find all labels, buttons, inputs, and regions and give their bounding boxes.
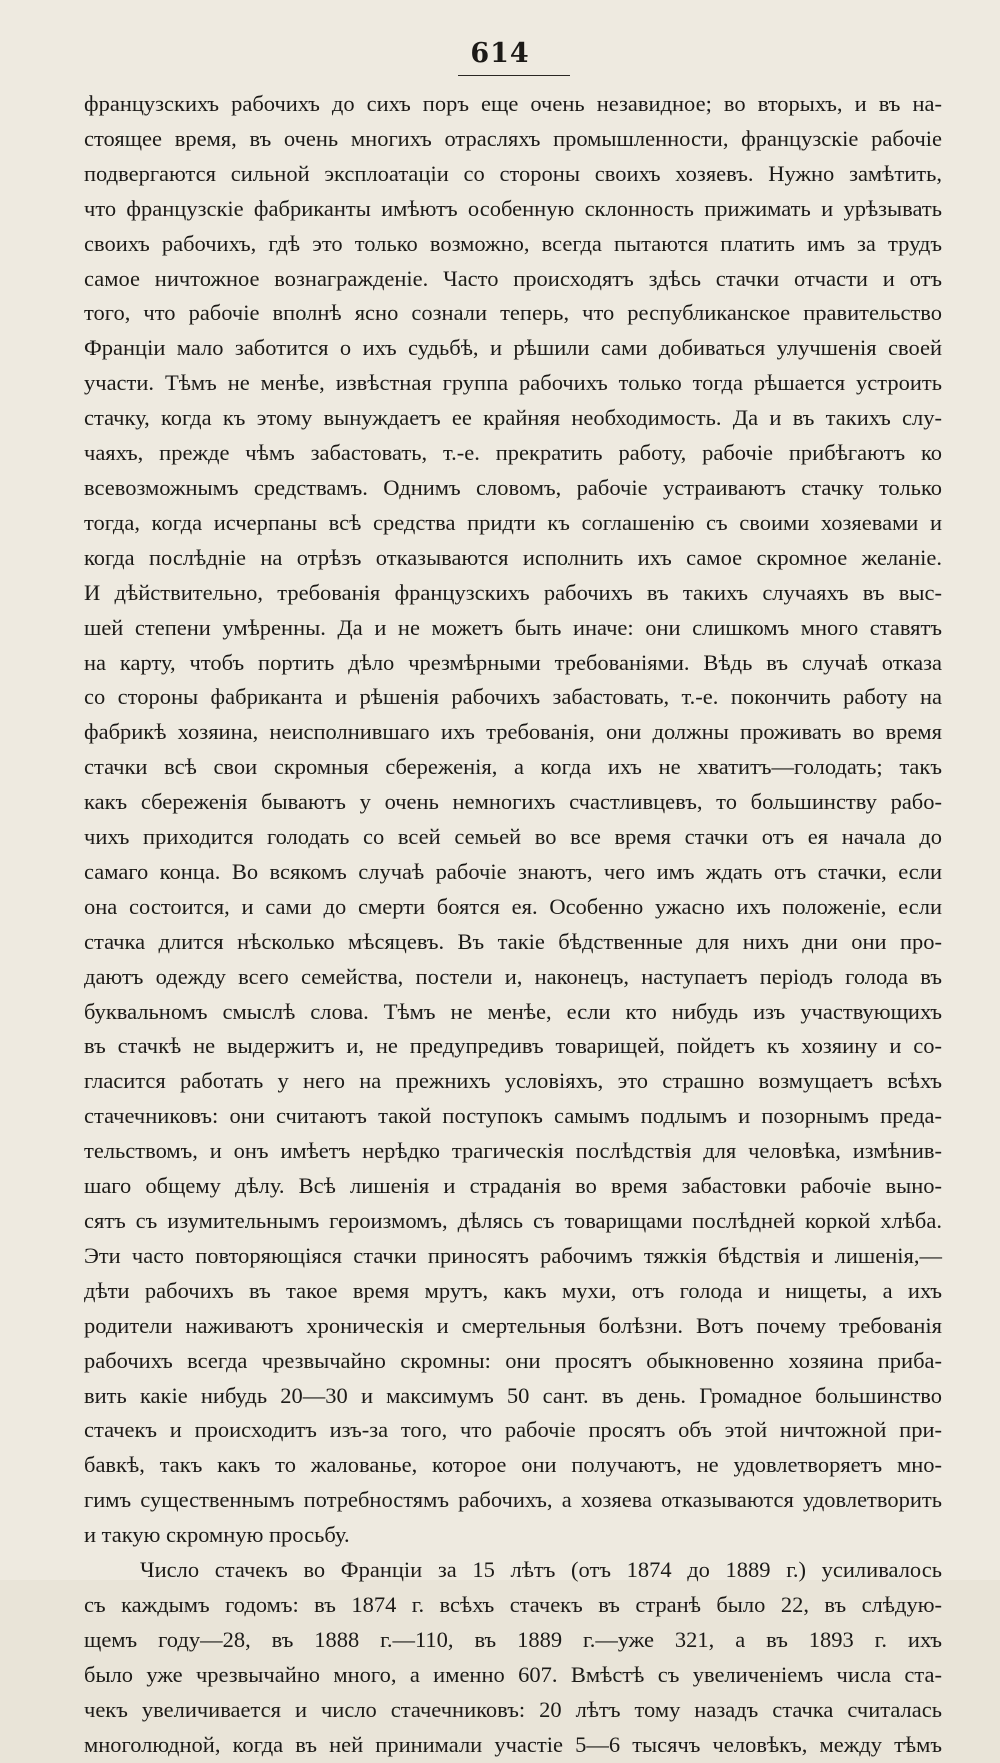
text-line: шаго общему дѣлу. Всѣ лишенія и страданія во время забастовки рабочіе выно-: [84, 1173, 942, 1199]
text-line: сятъ съ изумительнымъ героизмомъ, дѣлясь съ товарищами послѣдней коркой хлѣба.: [84, 1208, 942, 1233]
text-line: когда послѣдніе на отрѣзъ отказываются исполнить ихъ самое скромное желаніе.: [84, 544, 942, 570]
text-line: было уже чрезвычайно много, а именно 607. Вмѣстѣ съ увеличеніемъ числа ста-: [84, 1661, 942, 1687]
page-number: 614: [470, 38, 530, 69]
text-line: всевозможнымъ средствамъ. Однимъ словомъ, рабочіе устраиваютъ стачку только: [84, 474, 942, 500]
text-line: самое ничтожное вознагражденіе. Часто происходятъ здѣсь стачки отчасти и отъ: [84, 265, 942, 291]
text-line: стачекъ и происходитъ изъ-за того, что рабочіе просятъ объ этой ничтожной при-: [84, 1417, 942, 1443]
text-line: чекъ увеличивается и число стачечниковъ: 20 лѣтъ тому назадъ стачка считалась: [84, 1696, 942, 1722]
text-line: стачка длится нѣсколько мѣсяцевъ. Въ такіе бѣдственные для нихъ дни они про-: [84, 928, 942, 954]
text-line: И дѣйствительно, требованія французскихъ рабочихъ въ такихъ случаяхъ въ выс-: [84, 579, 942, 605]
text-line: тогда, когда исчерпаны всѣ средства придти къ соглашенію съ своими хозяевами и: [84, 509, 942, 535]
text-line: что французскіе фабриканты имѣютъ особенную склонность прижимать и урѣзывать: [84, 195, 942, 221]
text-line: со стороны фабриканта и рѣшенія рабочихъ забастовать, т.-е. покончить работу на: [84, 684, 942, 710]
text-line: буквальномъ смыслѣ слова. Тѣмъ не менѣе, если кто нибудь изъ участвующихъ: [84, 998, 942, 1024]
text-line: дѣти рабочихъ въ такое время мрутъ, какъ мухи, отъ голода и нищеты, а ихъ: [84, 1277, 942, 1303]
text-line: шей степени умѣренны. Да и не можетъ быть иначе: они слишкомъ много ставятъ: [84, 614, 942, 640]
text-line: рабочихъ всегда чрезвычайно скромны: они просятъ обыкновенно хозяина приба-: [84, 1347, 942, 1373]
text-line: бавкѣ, такъ какъ то жалованье, которое они получаютъ, не удовлетворяетъ мно-: [84, 1452, 942, 1478]
paragraph-2: [84, 1553, 942, 1762]
text-line: стачечниковъ: они считаютъ такой поступокъ самымъ подлымъ и позорнымъ преда-: [84, 1103, 942, 1129]
text-line: французскихъ рабочихъ до сихъ поръ еще очень незавидное; во вторыхъ, и въ на-: [84, 91, 942, 116]
text-line: съ каждымъ годомъ: въ 1874 г. всѣхъ стачекъ въ странѣ было 22, въ слѣдую-: [84, 1591, 942, 1617]
text-line: въ стачкѣ не выдержитъ и, не предупредивъ товарищей, пойдетъ къ хозяину и со-: [84, 1033, 942, 1059]
text-line: стачку, когда къ этому вынуждаетъ ее крайняя необходимость. Да и въ такихъ слу-: [84, 405, 942, 431]
text-line: самаго конца. Во всякомъ случаѣ рабочіе знаютъ, чего имъ ждать отъ стачки, если: [84, 858, 942, 884]
text-line: стачки всѣ свои скромныя сбереженія, а когда ихъ не хватитъ—голодать; такъ: [84, 754, 942, 780]
text-line: фабрикѣ хозяина, неисполнившаго ихъ требованія, они должны проживать во время: [84, 719, 942, 745]
text-line: участи. Тѣмъ не менѣе, извѣстная группа рабочихъ только тогда рѣшается устроить: [84, 370, 942, 396]
text-line: и такую скромную просьбу.: [84, 1522, 350, 1548]
text-line: Эти часто повторяющіяся стачки приносятъ рабочимъ тяжкія бѣдствія и лишенія,—: [84, 1242, 942, 1268]
text-line: Франціи мало заботится о ихъ судьбѣ, и рѣшили сами добиваться улучшенія своей: [84, 335, 942, 361]
text-line: чаяхъ, прежде чѣмъ забастовать, т.-е. прекратить работу, рабочіе прибѣгаютъ ко: [84, 440, 942, 466]
page-number-rule: [458, 75, 570, 76]
text-line: того, что рабочіе вполнѣ ясно сознали теперь, что республиканское правительство: [84, 300, 942, 326]
text-line: вить какіе нибудь 20—30 и максимумъ 50 сант. въ день. Громадное большинство: [84, 1382, 942, 1408]
text-line: какъ сбереженія бываютъ у очень немногихъ счастливцевъ, то большинству рабо-: [84, 789, 942, 815]
text-line: тельствомъ, и онъ имѣетъ нерѣдко трагическія послѣдствія для человѣка, измѣнив-: [84, 1138, 942, 1164]
text-line: гласится работать у него на прежнихъ условіяхъ, это страшно возмущаетъ всѣхъ: [84, 1068, 942, 1094]
text-line: многолюдной, когда въ ней принимали участіе 5—6 тысячъ человѣкъ, между тѣмъ: [84, 1731, 942, 1757]
text-line: Число стачекъ во Франціи за 15 лѣтъ (отъ 1874 до 1889 г.) усиливалось: [140, 1557, 942, 1583]
text-line: на карту, чтобъ портить дѣло чрезмѣрными требованіями. Вѣдь въ случаѣ отказа: [84, 649, 942, 675]
text-line: чихъ приходится голодать со всей семьей во все время стачки отъ ея начала до: [84, 824, 942, 850]
text-line: щемъ году—28, въ 1888 г.—110, въ 1889 г.—уже 321, а въ 1893 г. ихъ: [84, 1626, 942, 1652]
text-line: стоящее время, въ очень многихъ отрасляхъ промышленности, французскіе рабочіе: [84, 125, 942, 151]
text-line: она состоится, и сами до смерти боятся ея. Особенно ужасно ихъ положеніе, если: [84, 893, 942, 919]
text-line: родители наживаютъ хроническія и смертельныя болѣзни. Вотъ почему требованія: [84, 1312, 942, 1338]
paragraph-1: [84, 87, 942, 1553]
text-line: даютъ одежду всего семейства, постели и, наконецъ, наступаетъ періодъ голода въ: [84, 963, 942, 989]
text-line: подвергаются сильной эксплоатаціи со стороны своихъ хозяевъ. Нужно замѣтить,: [84, 160, 942, 186]
text-line: своихъ рабочихъ, гдѣ это только возможно, всегда пытаются платить имъ за трудъ: [84, 230, 942, 256]
text-line: гимъ существеннымъ потребностямъ рабочихъ, а хозяева отказываются удовлетворить: [84, 1487, 942, 1513]
body-text: [84, 87, 942, 1763]
